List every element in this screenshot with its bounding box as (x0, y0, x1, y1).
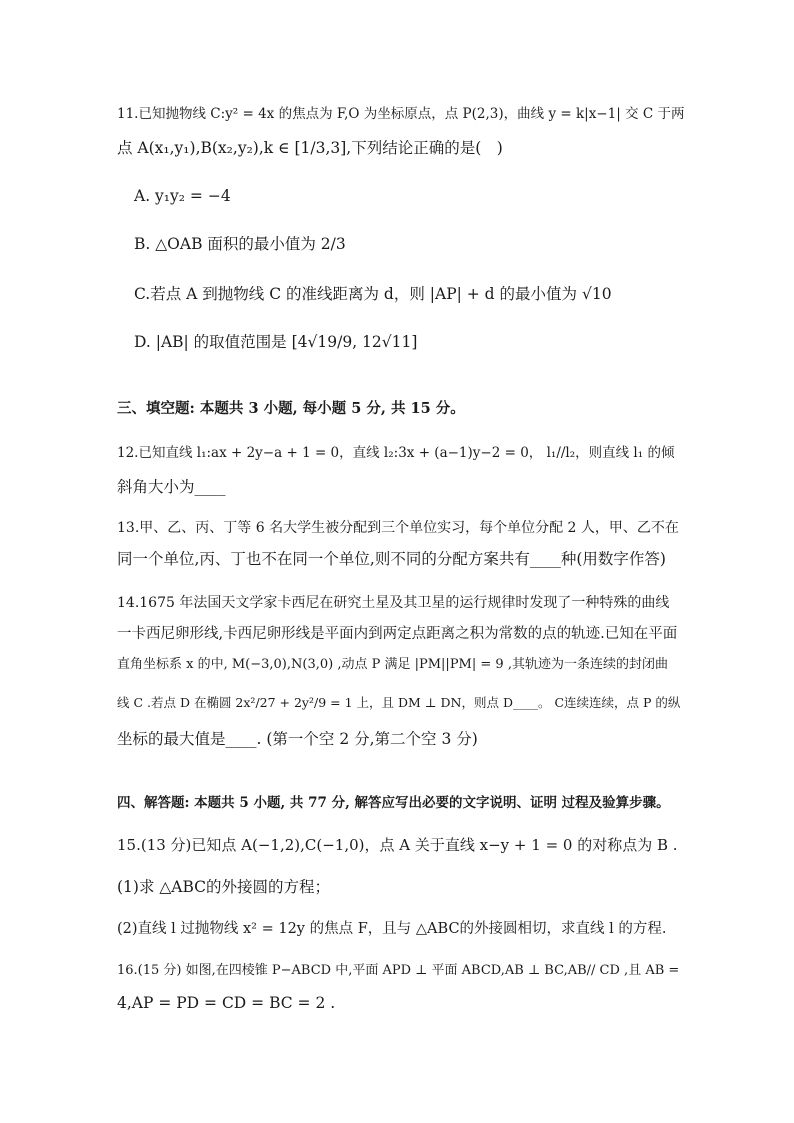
q11-line-2: 点 A(x₁,y₁),B(x₂,y₂),k ∈ [1/3,3],下列结论正确的是( ) (117, 139, 503, 157)
q14-line-3: 直角坐标系 x 的中, M(−3,0),N(3,0) ,动点 P 满足 |PM||PM| = 9 ,其轨迹为一条连续的封闭曲 (117, 657, 668, 672)
q16-line-2: 4,AP = PD = CD = BC = 2 . (117, 994, 336, 1012)
q11-option-d: D. |AB| 的取值范围是 [4√19/9, 12√11] (134, 333, 418, 351)
q15-part-2: (2)直线 l 过抛物线 x² = 12y 的焦点 F，且与 △ABC的外接圆相切，求直线 l 的方程. (117, 921, 667, 937)
q16-line-1: 16.(15 分) 如图,在四棱锥 P−ABCD 中,平面 APD ⊥ 平面 ABCD,AB ⊥ BC,AB// CD ,且 AB = (117, 963, 680, 978)
q12-line-2: 斜角大小为____ (117, 478, 226, 496)
q14-line-1: 14.1675 年法国天文学家卡西尼在研究土星及其卫星的运行规律时发现了一种特殊的曲线 (117, 595, 670, 611)
q11-option-a: A. y₁y₂ = −4 (134, 187, 231, 205)
q14-line-2: 一卡西尼卵形线,卡西尼卵形线是平面内到两定点距离之积为常数的点的轨迹.已知在平面 (117, 626, 678, 642)
q13-line-1: 13.甲、乙、丙、丁等 6 名大学生被分配到三个单位实习，每个单位分配 2 人，甲、乙不在 (117, 520, 679, 536)
q14-line-5: 坐标的最大值是____. (第一个空 2 分,第二个空 3 分) (117, 730, 478, 748)
q14-line-4: 线 C .若点 D 在椭圆 2x²/27 + 2y²/9 = 1 上，且 DM ⊥ DN，则点 D____。 C连续连续，点 P 的纵 (117, 695, 681, 710)
q15-part-1: (1)求 △ABC的外接圆的方程； (117, 878, 331, 896)
section-4-heading: 四、解答题: 本题共 5 小题, 共 77 分, 解答应写出必要的文字说明、证明 过程及验算步骤。 (117, 795, 670, 811)
q13-line-2: 同一个单位,丙、丁也不在同一个单位,则不同的分配方案共有____种(用数字作答) (117, 550, 666, 568)
section-3-heading: 三、填空题: 本题共 3 小题, 每小题 5 分, 共 15 分。 (117, 400, 465, 417)
q12-line-1: 12.已知直线 l₁:ax + 2y−a + 1 = 0，直线 l₂:3x + (a−1)y−2 = 0， l₁//l₂，则直线 l₁ 的倾 (117, 445, 675, 461)
q11-option-c: C.若点 A 到抛物线 C 的准线距离为 d，则 |AP| + d 的最小值为 √10 (134, 285, 612, 303)
q15-line-1: 15.(13 分)已知点 A(−1,2),C(−1,0)，点 A 关于直线 x−y + 1 = 0 的对称点为 B . (117, 836, 678, 854)
q11-line-1: 11.已知抛物线 C:y² = 4x 的焦点为 F,O 为坐标原点，点 P(2,3)，曲线 y = k|x−1| 交 C 于两 (117, 106, 685, 122)
q11-option-b: B. △OAB 面积的最小值为 2/3 (134, 235, 346, 253)
